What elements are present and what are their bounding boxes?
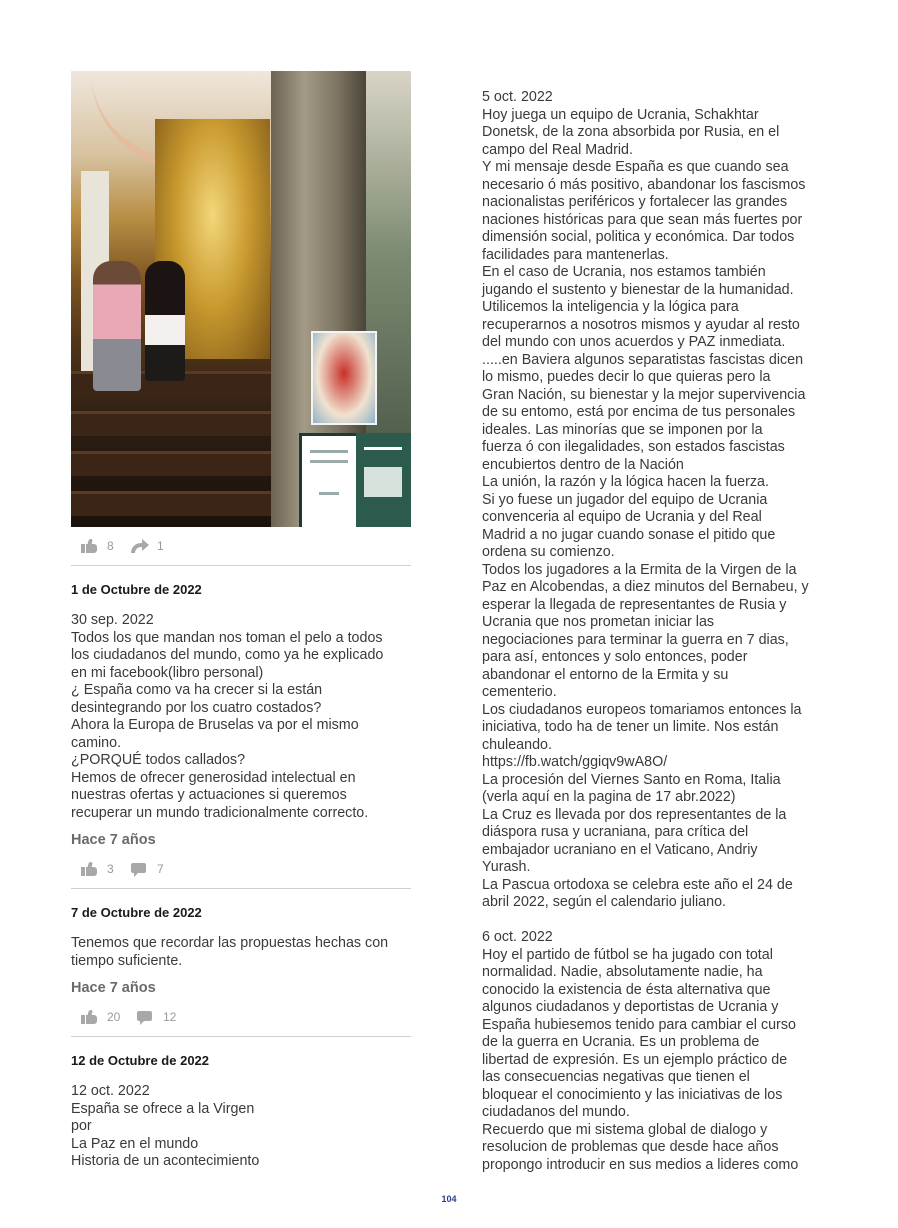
- text-line: Si yo fuese un jugador del equipo de Ucrania: [482, 491, 768, 508]
- text-line: campo del Real Madrid.: [482, 141, 633, 158]
- entry-date-heading: 12 de Octubre de 2022: [71, 1053, 210, 1068]
- text-line: Gran Nación, su bienestar y la mejor supervivencia: [482, 386, 806, 403]
- text-line: Ucrania que nos prometan iniciar las: [482, 614, 715, 630]
- text-line: encubiertos dentro de la Nación: [482, 456, 684, 473]
- text-line: para así, entonces y solo entonces, poder: [482, 649, 748, 665]
- comment-count: 7: [157, 862, 164, 876]
- share-icon: [131, 539, 147, 553]
- text-line: La Paz en el mundo: [71, 1135, 199, 1152]
- text-line: en mi facebook(libro personal): [71, 664, 264, 681]
- text-line: Utilicemos la inteligencia y la lógica para: [482, 299, 739, 315]
- like-button[interactable]: [81, 1010, 120, 1024]
- text-line: diáspora rusa y ucraniana, para crítica del: [482, 824, 749, 840]
- text-line: Historia de un acontecimiento: [71, 1153, 260, 1169]
- text-line: iniciativa, todo ha de tener un limite. Nos están: [482, 719, 779, 735]
- text-line: En el caso de Ucrania, nos estamos también: [482, 264, 766, 280]
- text-line: embajador ucraniano en el Vaticano, Andriy: [482, 841, 758, 858]
- church-photo: [71, 71, 411, 527]
- text-line: Donetsk, de la zona absorbida por Rusia, en el: [482, 124, 780, 140]
- text-line: libertad de expresión. Es un ejemplo práctico de: [482, 1051, 788, 1068]
- text-line: nacionalistas periféricos y fortalecer las grandes: [482, 194, 788, 210]
- text-line: España hubiesemos tenido para cambiar el curso: [482, 1016, 796, 1033]
- text-line: Hoy el partido de fútbol se ha jugado con total: [482, 946, 773, 963]
- right-column: [482, 89, 827, 1174]
- text-line: fuerza ó con ilegalidades, son estados fascistas: [482, 439, 785, 455]
- text-line: nuestras ofertas y actuaciones si queremos: [71, 787, 347, 803]
- text-line: La Cruz es llevada por dos representantes de la: [482, 806, 787, 823]
- text-line: (verla aquí en la pagina de 17 abr.2022): [482, 789, 736, 805]
- text-line: La procesión del Viernes Santo en Roma, Italia: [482, 771, 781, 788]
- photo-sign: [356, 433, 411, 527]
- text-line: cementerio.: [482, 684, 557, 700]
- text-line: ideales. Las minorías que se imponen por la: [482, 421, 763, 438]
- text-line: Los ciudadanos europeos tomariamos entonces la: [482, 701, 802, 718]
- text-line: naciones históricas para que sean más fuertes por: [482, 211, 803, 228]
- text-line: abril 2022, según el calendario juliano.: [482, 894, 727, 910]
- text-line: Todos los jugadores a la Ermita de la Virgen de la: [482, 561, 797, 578]
- photo-stats: [71, 527, 411, 566]
- text-line: 5 oct. 2022: [482, 89, 553, 105]
- text-line: abandonar el entorno de la Ermita y su: [482, 666, 729, 683]
- text-line: ciudadanos del mundo.: [482, 1104, 630, 1120]
- photo-person: [93, 261, 141, 391]
- text-line: 30 sep. 2022: [71, 612, 154, 628]
- text-line: chuleando.: [482, 736, 552, 753]
- text-line: convenceria al equipo de Ucrania y del Real: [482, 509, 762, 525]
- text-line: propongo introducir en sus medios a lideres como: [482, 1156, 799, 1173]
- text-line: conocido la existencia de ésta alternativa que: [482, 981, 771, 998]
- text-line: Madrid a no jugar cuando sonase el pitido que: [482, 526, 776, 543]
- text-line: Ahora la Europa de Bruselas va por el mismo: [71, 717, 359, 733]
- text-line: recuperar un mundo tradicionalmente correcto.: [71, 804, 369, 821]
- photo-pew: [71, 491, 281, 516]
- text-line: Y mi mensaje desde España es que cuando sea: [482, 159, 789, 175]
- comment-button[interactable]: [137, 1010, 176, 1024]
- text-line: de la guerra en Ucrania. Es un problema de: [482, 1034, 760, 1050]
- text-line: bloquear el conocimiento y las iniciativas de los: [482, 1086, 783, 1103]
- page-number: 104: [441, 1194, 457, 1204]
- text-line: esperar la llegada de representantes de Rusia y: [482, 596, 787, 613]
- text-line: algunos ciudadanos y deportistas de Ucrania y: [482, 999, 779, 1015]
- comment-icon: [137, 1010, 153, 1024]
- like-count: 3: [107, 862, 114, 876]
- text-line: lo mismo, puedes decir lo que quieras pero la: [482, 369, 771, 385]
- share-button[interactable]: [131, 539, 164, 553]
- text-line: Yurash.: [482, 859, 531, 875]
- text-line: recuperarnos a nosotros mismos y ayudar al resto: [482, 316, 800, 333]
- photo-virgin-tile: [311, 331, 377, 425]
- text-line: desintegrando por los cuatro costados?: [71, 699, 322, 716]
- comment-button[interactable]: [131, 862, 164, 876]
- entry-stats: [71, 998, 411, 1037]
- like-count: 20: [107, 1010, 121, 1024]
- text-line: ¿ España como va ha crecer si la están: [71, 682, 323, 698]
- text-line: España se ofrece a la Virgen: [71, 1100, 255, 1117]
- text-line: La unión, la razón y la lógica hacen la fuerza.: [482, 474, 769, 490]
- left-column: [71, 71, 411, 1171]
- thumbs-up-icon: [81, 1010, 97, 1024]
- text-line: Hoy juega un equipo de Ucrania, Schakhtar: [482, 106, 759, 123]
- entry-text: [71, 1083, 411, 1171]
- text-line: La Pascua ortodoxa se celebra este año el 24 de: [482, 876, 793, 893]
- text-line: .....en Baviera algunos separatistas fascistas dicen: [482, 351, 804, 368]
- text-line: necesario ó más positivo, abandonar los fascismos: [482, 176, 806, 193]
- text-line: Paz en Alcobendas, a diez minutos del Bernabeu, y: [482, 579, 809, 595]
- text-line: tiempo suficiente.: [71, 952, 183, 969]
- comment-count: 12: [163, 1010, 177, 1024]
- text-line: Recuerdo que mi sistema global de dialogo y: [482, 1121, 768, 1138]
- entry-stats: [71, 850, 411, 889]
- paragraph-gap: [482, 912, 827, 930]
- entry-text: [71, 612, 411, 822]
- text-line: Hemos de ofrecer generosidad intelectual en: [71, 769, 356, 786]
- entry-date-heading: 1 de Octubre de 2022: [71, 582, 202, 597]
- text-line: Tenemos que recordar las propuestas hechas con: [71, 935, 389, 951]
- entry-date-heading: 7 de Octubre de 2022: [71, 905, 202, 920]
- text-line: del mundo con unos acuerdos y PAZ inmediata.: [482, 334, 786, 350]
- text-line: negociaciones para terminar la guerra en 7 dias,: [482, 631, 789, 648]
- text-line: de su entomo, está por encima de tus personales: [482, 404, 796, 420]
- share-count: 1: [157, 539, 164, 553]
- text-line: las consecuencias negativas que tienen el: [482, 1069, 750, 1085]
- text-line: camino.: [71, 734, 122, 751]
- text-line: los ciudadanos del mundo, como ya he explicado: [71, 647, 384, 663]
- like-button[interactable]: [81, 539, 114, 553]
- text-line: 12 oct. 2022: [71, 1083, 150, 1099]
- photo-pew: [71, 451, 281, 476]
- text-line: jugando el sustento y bienestar de la humanidad.: [482, 281, 794, 298]
- entry-text: [71, 935, 411, 970]
- photo-sign: [299, 433, 360, 527]
- thumbs-up-icon: [81, 862, 97, 876]
- time-ago: Hace 7 años: [71, 980, 156, 996]
- text-line: por: [71, 1118, 92, 1134]
- text-line: resolucion de problemas que desde hace años: [482, 1139, 779, 1155]
- link-text[interactable]: https://fb.watch/ggiqv9wA8O/: [482, 754, 668, 770]
- text-line: ordena su comienzo.: [482, 544, 615, 560]
- like-count: 8: [107, 539, 114, 553]
- comment-icon: [131, 862, 147, 876]
- text-line: 6 oct. 2022: [482, 929, 553, 945]
- time-ago: Hace 7 años: [71, 832, 156, 848]
- text-line: ¿PORQUÉ todos callados?: [71, 752, 246, 768]
- thumbs-up-icon: [81, 539, 97, 553]
- text-line: Todos los que mandan nos toman el pelo a todos: [71, 629, 383, 646]
- like-button[interactable]: [81, 862, 114, 876]
- text-line: facilidades para mantenerlas.: [482, 246, 669, 263]
- text-line: dimensión social, politica y económica. Dar todos: [482, 229, 795, 245]
- text-line: normalidad. Nadie, absolutamente nadie, ha: [482, 964, 763, 980]
- photo-person: [145, 261, 185, 381]
- photo-pew: [71, 411, 281, 436]
